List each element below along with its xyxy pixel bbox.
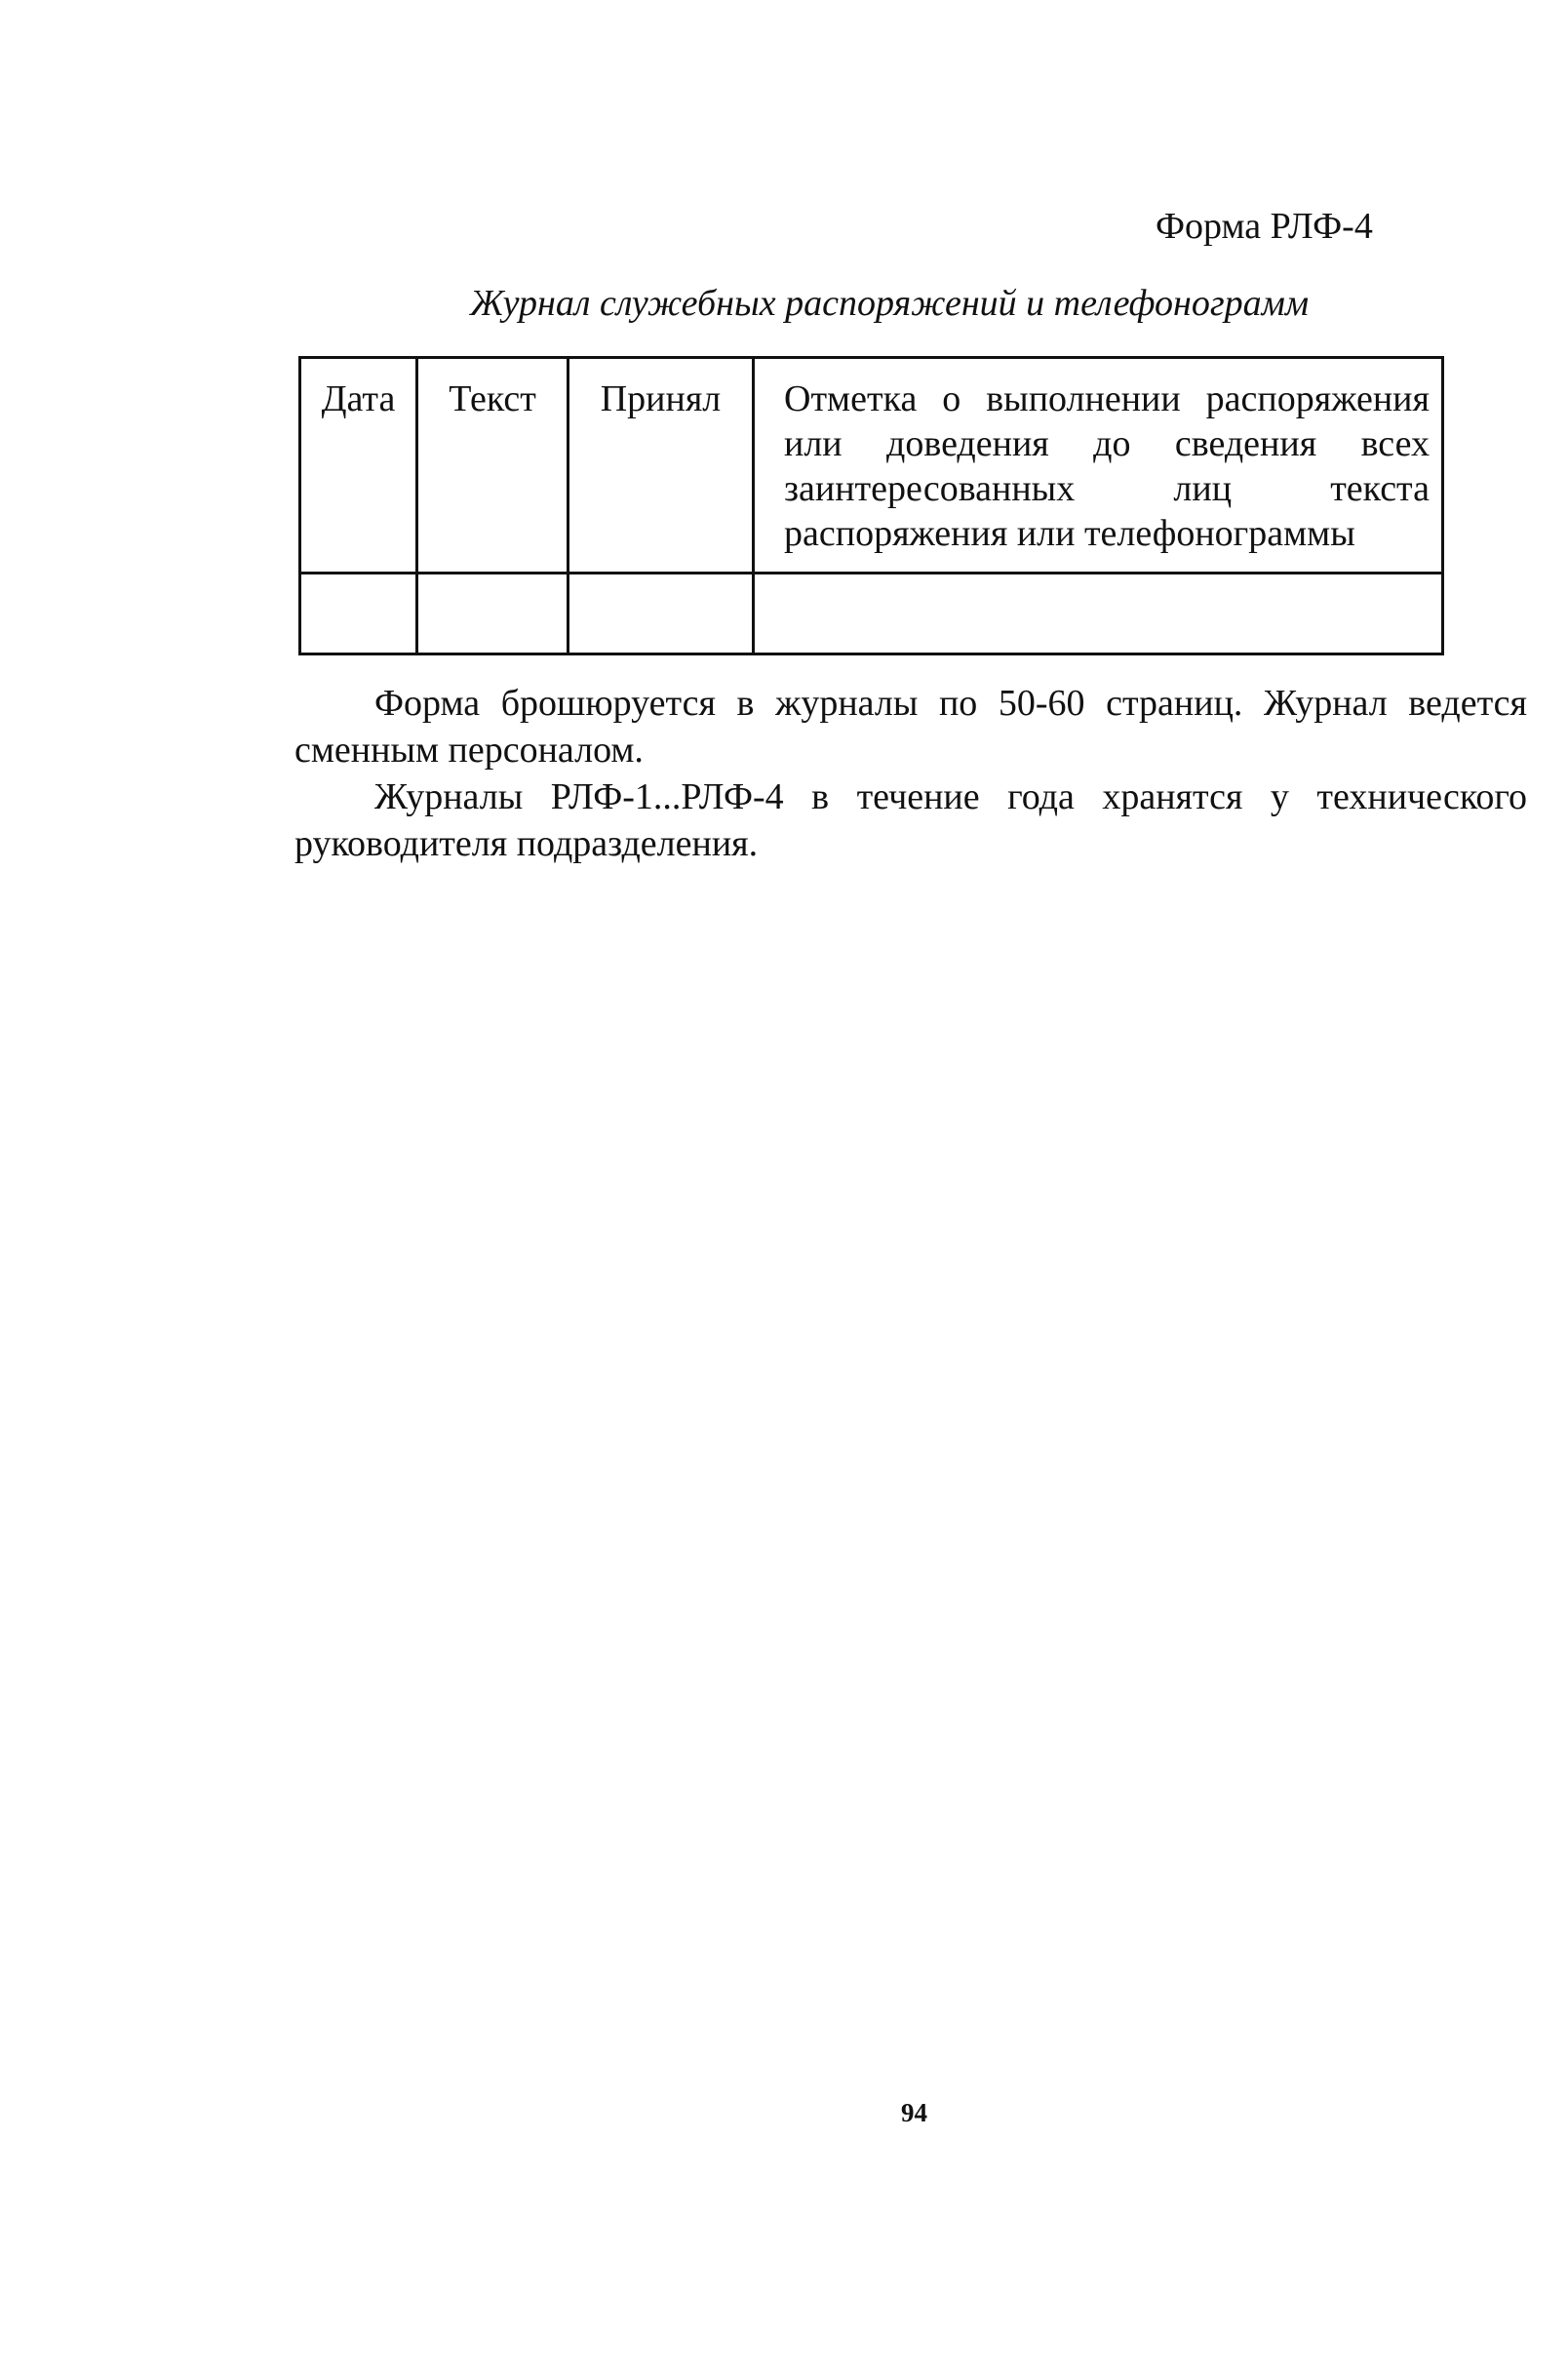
note-paragraph: Форма брошюруется в журналы по 50-60 страниц. Журнал ведется сменным персоналом. <box>294 683 1527 771</box>
note-paragraph: Журналы РЛФ-1...РЛФ-4 в течение года хранятся у технического руководителя подразделения. <box>294 776 1527 864</box>
header-text: Текст <box>417 358 568 574</box>
header-date: Дата <box>300 358 417 574</box>
header-received-by: Принял <box>568 358 754 574</box>
header-execution-mark: Отметка о выполнении распоряжения или доведения до сведения всех заинтересованных лиц текста распоряжения или телефонограммы <box>754 358 1443 574</box>
table-cell-date <box>300 574 417 654</box>
table-header-row <box>300 358 1443 574</box>
table-cell-text <box>417 574 568 654</box>
journal-table <box>298 356 1444 655</box>
journal-title: Журнал служебных распоряжений и телефонограмм <box>470 283 1310 324</box>
page-number: 94 <box>901 2098 927 2127</box>
table-cell-received-by <box>568 574 754 654</box>
table-cell-execution-mark <box>754 574 1443 654</box>
form-label: Форма РЛФ-4 <box>1156 206 1373 247</box>
table-row <box>300 574 1443 654</box>
